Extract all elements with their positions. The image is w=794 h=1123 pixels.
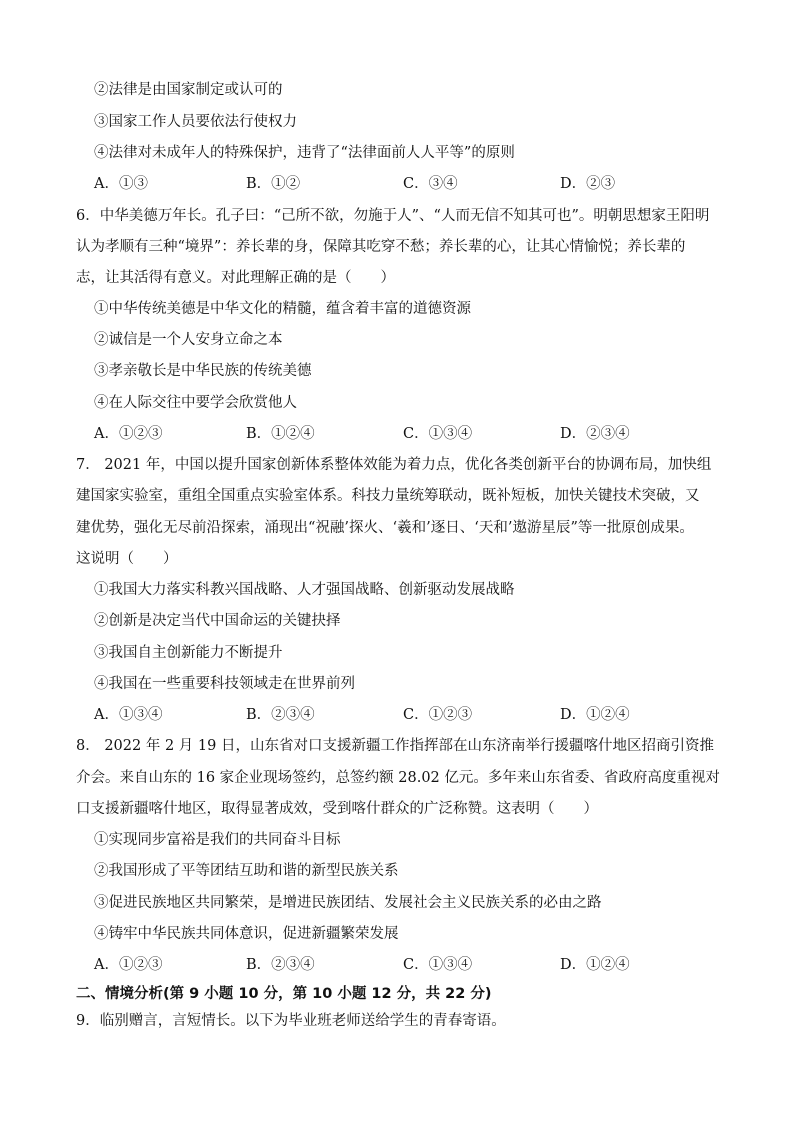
q8-option-1: ①实现同步富裕是我们的共同奋斗目标 xyxy=(94,832,341,848)
q7-stem-line-3: 建优势，强化无尽前沿探索，涌现出“祝融’探火、‘羲和’逐日、‘天和’遨游星辰”等一批原创成果。 xyxy=(76,520,694,536)
q6-option-2: ②诚信是一个人安身立命之本 xyxy=(94,332,283,348)
q5-option-2: ②法律是由国家制定或认可的 xyxy=(94,82,283,98)
q7-option-2: ②创新是决定当代中国命运的关键抉择 xyxy=(94,613,341,629)
q8-answer-b[interactable]: B．②③④ xyxy=(246,957,315,973)
q7-answer-b[interactable]: B．②③④ xyxy=(246,707,315,723)
q6-option-1: ①中华传统美德是中华文化的精髓，蕴含着丰富的道德资源 xyxy=(94,301,471,317)
q8-answer-d[interactable]: D．①②④ xyxy=(560,957,630,973)
q5-answer-c[interactable]: C．③④ xyxy=(403,176,458,192)
q6-answer-a[interactable]: A．①②③ xyxy=(94,426,163,442)
q7-option-1: ①我国大力落实科教兴国战略、人才强国战略、创新驱动发展战略 xyxy=(94,582,515,598)
q8-option-4: ④铸牢中华民族共同体意识，促进新疆繁荣发展 xyxy=(94,926,399,942)
q8-stem-line-1: 8． 2022 年 2 月 19 日，山东省对口支援新疆工作指挥部在山东济南举行援疆喀什地区招商引资推 xyxy=(76,738,714,754)
q5-answer-b[interactable]: B．①② xyxy=(246,176,301,192)
q5-answer-a[interactable]: A．①③ xyxy=(94,176,148,192)
q6-answer-d[interactable]: D．②③④ xyxy=(560,426,630,442)
q5-answer-d[interactable]: D．②③ xyxy=(560,176,616,192)
q8-option-2: ②我国形成了平等团结互助和谐的新型民族关系 xyxy=(94,863,399,879)
q7-stem-line-2: 建国家实验室，重组全国重点实验室体系。科技力量统筹联动，既补短板，加快关键技术突破，又 xyxy=(76,488,700,504)
q7-stem-line-1: 7． 2021 年，中国以提升国家创新体系整体效能为着力点，优化各类创新平台的协调布局，加快组 xyxy=(76,457,712,473)
q6-answer-b[interactable]: B．①②④ xyxy=(246,426,315,442)
q5-option-4: ④法律对未成年人的特殊保护，违背了“法律面前人人平等”的原则 xyxy=(94,145,515,161)
q7-answer-a[interactable]: A．①③④ xyxy=(94,707,163,723)
q8-stem-line-3: 口支援新疆喀什地区，取得显著成效，受到喀什群众的广泛称赞。这表明（ ） xyxy=(76,801,598,817)
q7-option-4: ④我国在一些重要科技领域走在世界前列 xyxy=(94,676,355,692)
q6-option-3: ③孝亲敬长是中华民族的传统美德 xyxy=(94,363,312,379)
q8-answer-a[interactable]: A．①②③ xyxy=(94,957,163,973)
q8-answer-c[interactable]: C．①③④ xyxy=(403,957,473,973)
q8-option-3: ③促进民族地区共同繁荣，是增进民族团结、发展社会主义民族关系的必由之路 xyxy=(94,895,602,911)
q6-answer-c[interactable]: C．①③④ xyxy=(403,426,473,442)
q7-answer-d[interactable]: D．①②④ xyxy=(560,707,630,723)
q9-stem: 9．临别赠言，言短情长。以下为毕业班老师送给学生的青春寄语。 xyxy=(76,1013,506,1029)
q8-stem-line-2: 介会。来自山东的 16 家企业现场签约，总签约额 28.02 亿元。多年来山东省委、省政府高度重视对 xyxy=(76,770,720,786)
q6-answer-row xyxy=(0,424,794,444)
q6-stem-line-1: 6．中华美德万年长。孔子曰：“己所不欲，勿施于人”、“人而无信不知其可也”。明朝思想家王阳明 xyxy=(76,208,710,224)
q7-answer-row xyxy=(0,705,794,725)
q5-option-3: ③国家工作人员要依法行使权力 xyxy=(94,114,297,130)
q7-stem-line-4: 这说明（ ） xyxy=(76,551,178,567)
q6-option-4: ④在人际交往中要学会欣赏他人 xyxy=(94,395,297,411)
section-2-heading: 二、情境分析(第 9 小题 10 分，第 10 小题 12 分，共 22 分) xyxy=(76,986,492,1002)
q6-stem-line-3: 志，让其活得有意义。对此理解正确的是（ ） xyxy=(76,270,395,286)
q5-answer-row xyxy=(0,174,794,194)
q7-option-3: ③我国自主创新能力不断提升 xyxy=(94,645,283,661)
q8-answer-row xyxy=(0,955,794,975)
q7-answer-c[interactable]: C．①②③ xyxy=(403,707,473,723)
q6-stem-line-2: 认为孝顺有三种“境界”：养长辈的身，保障其吃穿不愁；养长辈的心，让其心情愉悦；养长辈的 xyxy=(76,239,686,255)
